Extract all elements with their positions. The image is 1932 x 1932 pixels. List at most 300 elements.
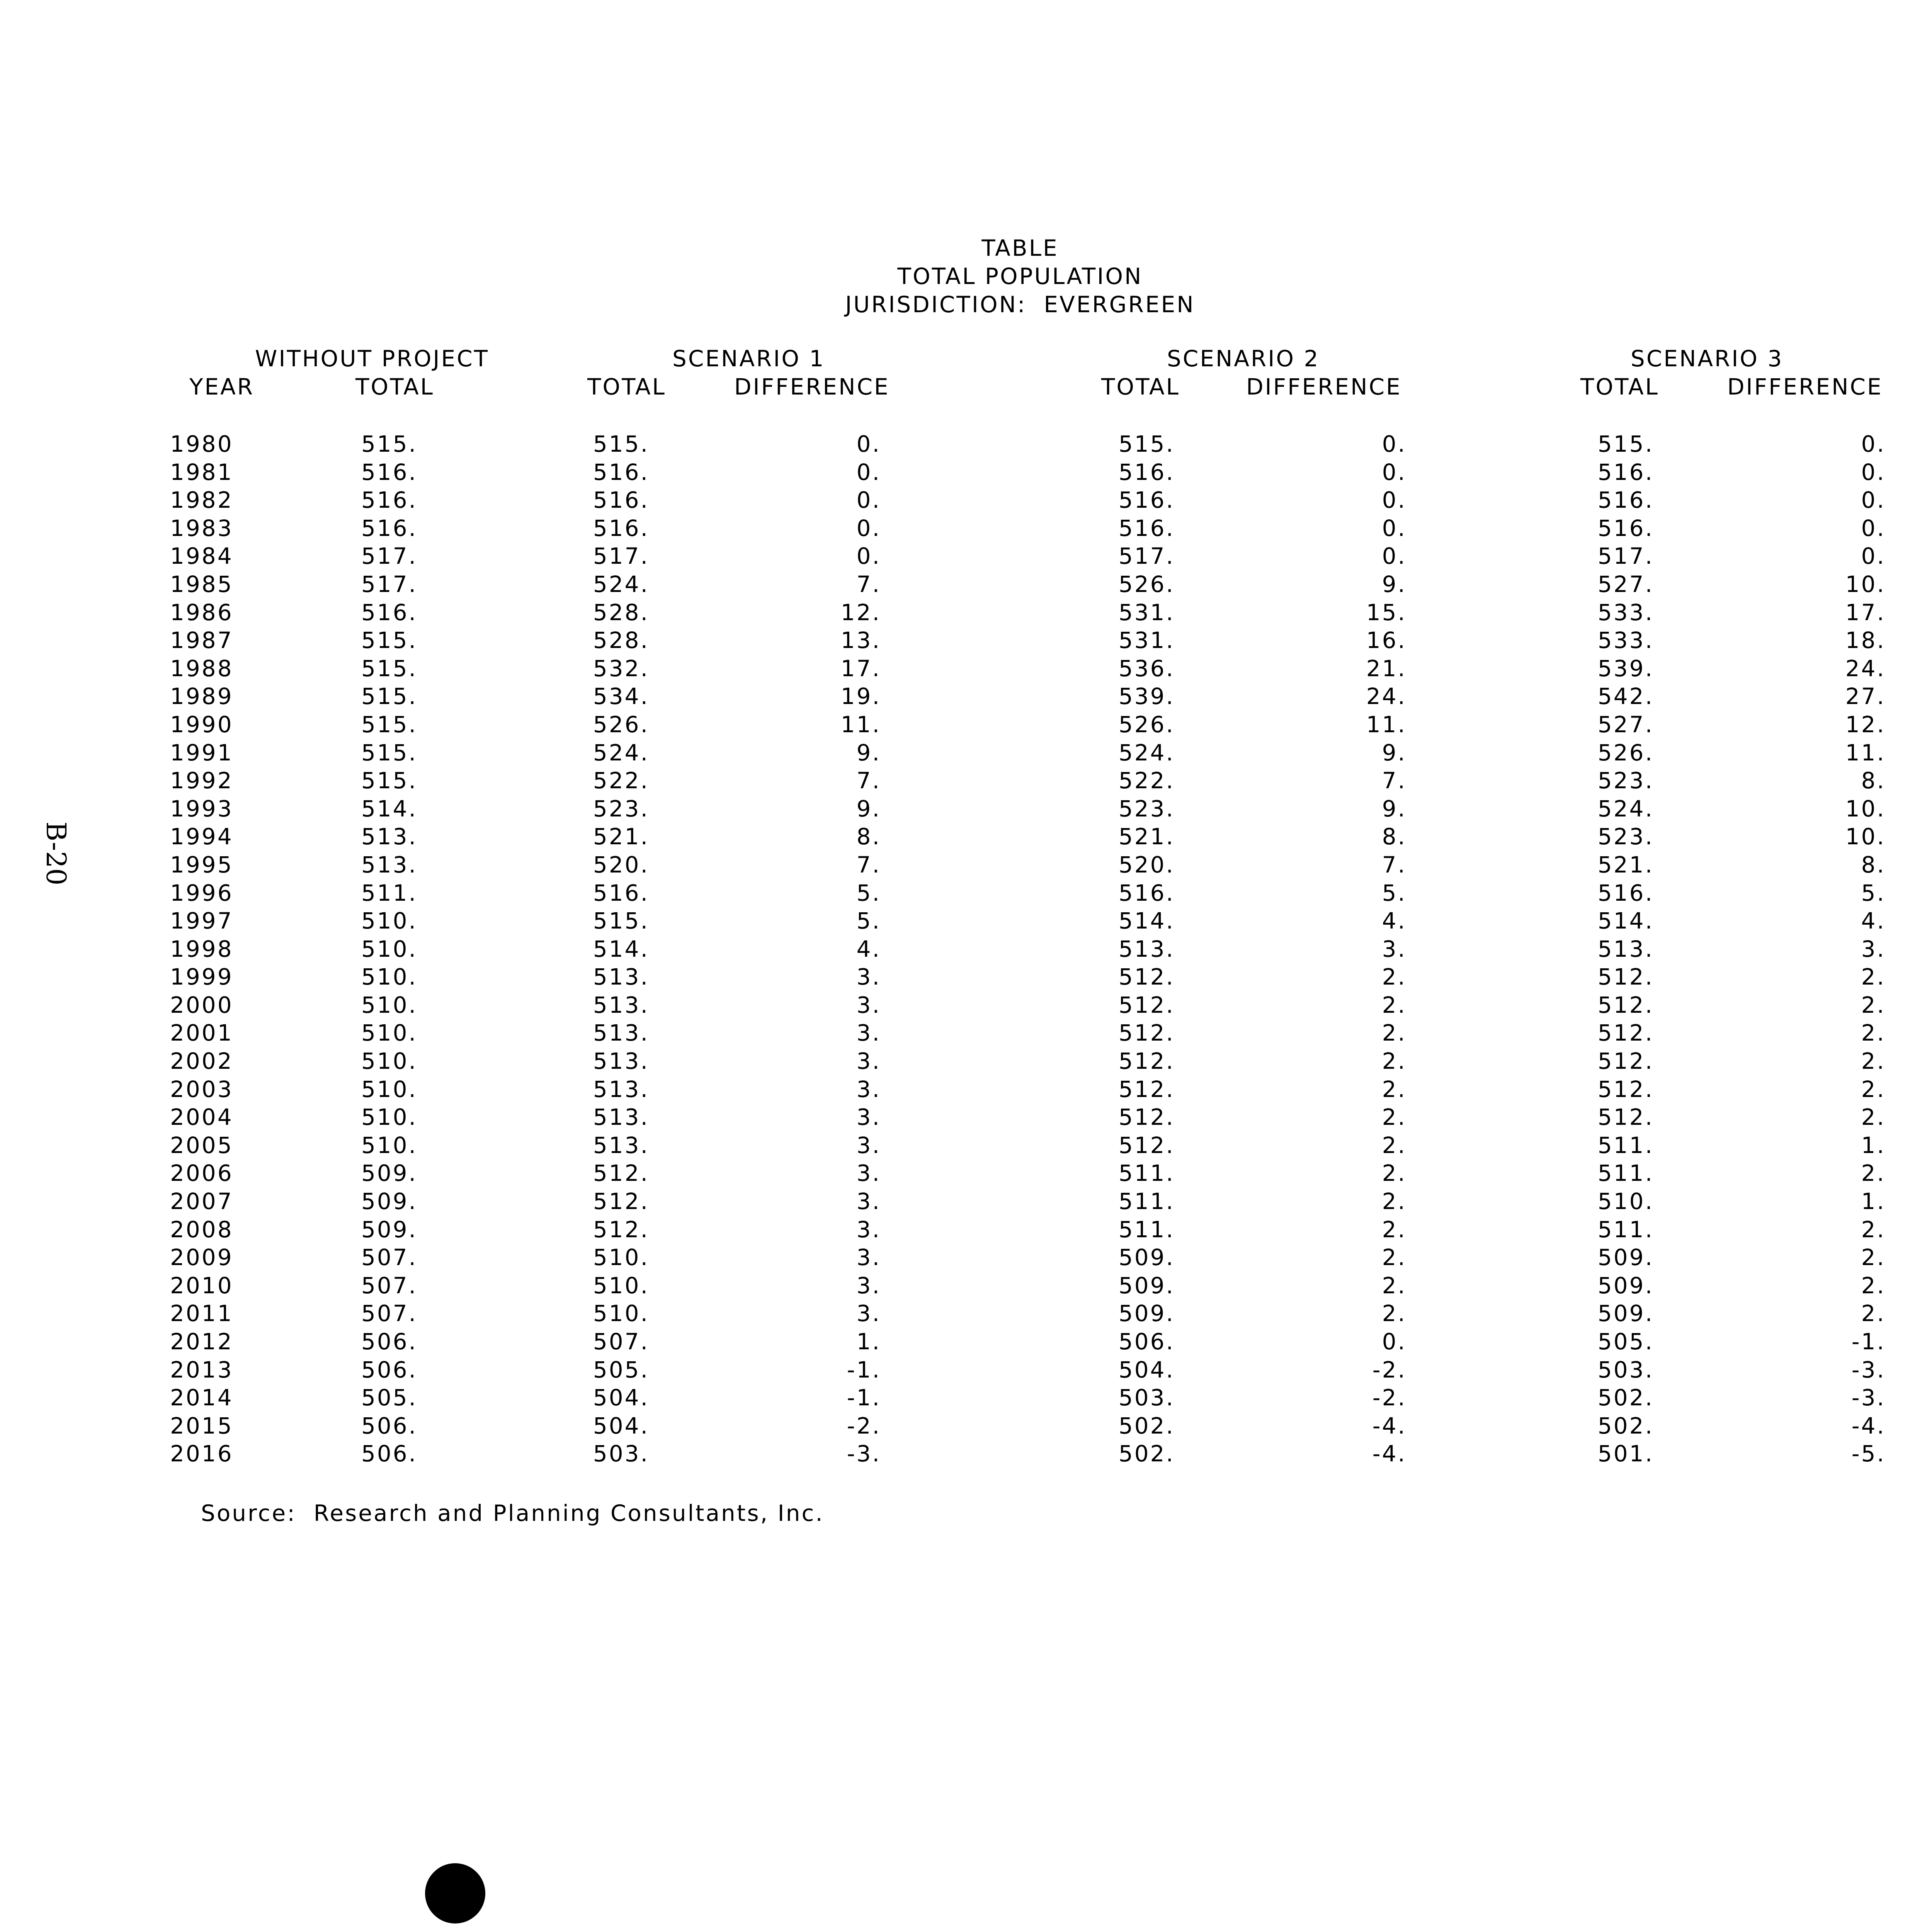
table-row	[170, 1159, 1886, 1187]
cell-without-total: 517.	[361, 571, 417, 597]
cell-s1-difference: 1.	[856, 1328, 881, 1355]
cell-s2-difference: 15.	[1366, 599, 1406, 626]
cell-s1-difference: 3.	[856, 1160, 881, 1187]
table-row	[170, 458, 1886, 486]
cell-s3-total: 514.	[1597, 908, 1654, 934]
table-row	[170, 935, 1886, 963]
cell-s1-total: 503.	[593, 1440, 649, 1467]
cell-without-total: 517.	[361, 543, 417, 570]
table-row	[170, 991, 1886, 1019]
cell-s2-total: 512.	[1118, 1076, 1175, 1102]
cell-s1-difference: 3.	[856, 1020, 881, 1046]
cell-s1-difference: 5.	[856, 879, 881, 906]
cell-s2-difference: 3.	[1382, 935, 1406, 962]
cell-s1-total: 512.	[593, 1188, 649, 1215]
cell-year: 2009	[170, 1244, 233, 1271]
cell-s3-difference: 4.	[1861, 908, 1886, 934]
cell-s3-difference: 2.	[1861, 1048, 1886, 1075]
table-row	[170, 599, 1886, 627]
title-line-1: TABLE	[981, 235, 1059, 261]
cell-without-total: 511.	[361, 879, 417, 906]
cell-without-total: 515.	[361, 655, 417, 682]
cell-s3-total: 512.	[1597, 964, 1654, 990]
cell-s1-difference: 3.	[856, 992, 881, 1018]
cell-year: 1981	[170, 459, 233, 485]
cell-s2-difference: 0.	[1382, 515, 1406, 541]
table-row	[170, 486, 1886, 514]
group-header-scenario-2: SCENARIO 2	[1167, 345, 1320, 372]
cell-s1-total: 524.	[593, 571, 649, 597]
cell-s2-difference: 0.	[1382, 459, 1406, 485]
cell-s1-difference: 3.	[856, 1132, 881, 1158]
cell-s3-difference: 0.	[1861, 487, 1886, 514]
cell-s1-total: 534.	[593, 683, 649, 710]
cell-s1-difference: 13.	[840, 627, 881, 654]
group-header-scenario-1: SCENARIO 1	[672, 345, 825, 372]
cell-s3-difference: 2.	[1861, 964, 1886, 990]
cell-s3-total: 512.	[1597, 1104, 1654, 1131]
cell-s3-total: 516.	[1597, 487, 1654, 514]
cell-s1-difference: -3.	[847, 1440, 881, 1467]
cell-s2-difference: 2.	[1382, 992, 1406, 1018]
cell-s1-difference: 7.	[856, 851, 881, 878]
cell-s1-total: 515.	[593, 431, 649, 457]
cell-s1-difference: 4.	[856, 935, 881, 962]
cell-s3-difference: 2.	[1861, 1076, 1886, 1102]
table-row	[170, 626, 1886, 655]
cell-s1-difference: 3.	[856, 1272, 881, 1299]
cell-year: 2004	[170, 1104, 233, 1131]
column-header-s2-difference: DIFFERENCE	[1246, 374, 1402, 400]
column-header-s3-difference: DIFFERENCE	[1727, 374, 1883, 400]
cell-s1-total: 516.	[593, 487, 649, 514]
cell-s3-total: 539.	[1597, 655, 1654, 682]
cell-s3-total: 515.	[1597, 431, 1654, 457]
cell-s3-difference: 3.	[1861, 935, 1886, 962]
source-note: Source: Research and Planning Consultants, Inc.	[201, 1500, 824, 1526]
column-header-s1-difference: DIFFERENCE	[734, 374, 890, 400]
column-header-s2-total: TOTAL	[1101, 374, 1180, 400]
cell-s1-total: 513.	[593, 1076, 649, 1102]
cell-s2-total: 502.	[1118, 1412, 1175, 1439]
cell-s1-total: 512.	[593, 1160, 649, 1187]
cell-s2-difference: 2.	[1382, 1244, 1406, 1271]
table-row	[170, 1216, 1886, 1244]
cell-s3-difference: 12.	[1845, 711, 1886, 738]
cell-s2-difference: 11.	[1366, 711, 1406, 738]
cell-s2-difference: -2.	[1372, 1384, 1406, 1411]
cell-s3-total: 510.	[1597, 1188, 1654, 1215]
table-row	[170, 879, 1886, 907]
cell-s1-difference: 9.	[856, 739, 881, 766]
cell-without-total: 515.	[361, 767, 417, 794]
cell-s3-difference: 24.	[1845, 655, 1886, 682]
cell-s3-difference: 1.	[1861, 1188, 1886, 1215]
cell-s2-total: 526.	[1118, 711, 1175, 738]
cell-without-total: 507.	[361, 1300, 417, 1327]
cell-s3-difference: 2.	[1861, 1300, 1886, 1327]
cell-s1-total: 516.	[593, 515, 649, 541]
cell-s1-total: 510.	[593, 1272, 649, 1299]
cell-s2-difference: 7.	[1382, 851, 1406, 878]
cell-s2-total: 502.	[1118, 1440, 1175, 1467]
cell-without-total: 509.	[361, 1216, 417, 1243]
cell-s2-total: 512.	[1118, 964, 1175, 990]
cell-s3-total: 542.	[1597, 683, 1654, 710]
cell-year: 2013	[170, 1356, 233, 1383]
cell-without-total: 510.	[361, 1048, 417, 1075]
cell-s2-total: 513.	[1118, 935, 1175, 962]
column-header-s1-total: TOTAL	[587, 374, 666, 400]
cell-s3-total: 526.	[1597, 739, 1654, 766]
cell-s2-difference: 24.	[1366, 683, 1406, 710]
cell-s1-total: 517.	[593, 543, 649, 570]
cell-s2-total: 512.	[1118, 1132, 1175, 1158]
cell-s3-difference: 18.	[1845, 627, 1886, 654]
cell-year: 2008	[170, 1216, 233, 1243]
cell-s1-total: 520.	[593, 851, 649, 878]
cell-s2-total: 531.	[1118, 599, 1175, 626]
cell-s3-difference: 0.	[1861, 459, 1886, 485]
cell-s3-total: 505.	[1597, 1328, 1654, 1355]
cell-s3-difference: 10.	[1845, 823, 1886, 850]
cell-s1-difference: 0.	[856, 487, 881, 514]
cell-s3-total: 512.	[1597, 1076, 1654, 1102]
cell-s3-total: 509.	[1597, 1300, 1654, 1327]
cell-s2-difference: 5.	[1382, 879, 1406, 906]
cell-without-total: 507.	[361, 1244, 417, 1271]
cell-s3-difference: 11.	[1845, 739, 1886, 766]
cell-s1-difference: 3.	[856, 1216, 881, 1243]
cell-s2-difference: 2.	[1382, 964, 1406, 990]
cell-s2-total: 516.	[1118, 515, 1175, 541]
cell-s2-difference: -2.	[1372, 1356, 1406, 1383]
cell-s3-difference: 10.	[1845, 571, 1886, 597]
cell-s3-difference: 8.	[1861, 851, 1886, 878]
cell-s1-difference: 3.	[856, 1188, 881, 1215]
cell-s3-difference: 2.	[1861, 1272, 1886, 1299]
group-header-scenario-3: SCENARIO 3	[1631, 345, 1784, 372]
table-row	[170, 1103, 1886, 1131]
cell-s3-total: 503.	[1597, 1356, 1654, 1383]
cell-year: 1983	[170, 515, 233, 541]
cell-s3-total: 516.	[1597, 515, 1654, 541]
table-row	[170, 655, 1886, 683]
cell-s1-total: 528.	[593, 627, 649, 654]
cell-s2-difference: 2.	[1382, 1048, 1406, 1075]
cell-s2-total: 517.	[1118, 543, 1175, 570]
cell-year: 2010	[170, 1272, 233, 1299]
cell-s2-total: 522.	[1118, 767, 1175, 794]
cell-s3-difference: 0.	[1861, 515, 1886, 541]
cell-without-total: 506.	[361, 1328, 417, 1355]
cell-year: 1987	[170, 627, 233, 654]
cell-s2-total: 511.	[1118, 1188, 1175, 1215]
cell-without-total: 509.	[361, 1160, 417, 1187]
cell-year: 1993	[170, 795, 233, 822]
table-row	[170, 1187, 1886, 1216]
cell-s1-total: 516.	[593, 879, 649, 906]
cell-s1-difference: 11.	[840, 711, 881, 738]
cell-s3-total: 516.	[1597, 879, 1654, 906]
cell-s1-difference: 0.	[856, 459, 881, 485]
cell-s3-difference: 5.	[1861, 879, 1886, 906]
cell-s1-total: 514.	[593, 935, 649, 962]
cell-s2-difference: 2.	[1382, 1020, 1406, 1046]
title-line-2: TOTAL POPULATION	[897, 263, 1143, 289]
cell-s3-total: 521.	[1597, 851, 1654, 878]
cell-s2-total: 520.	[1118, 851, 1175, 878]
cell-s3-difference: 1.	[1861, 1132, 1886, 1158]
cell-s2-total: 511.	[1118, 1160, 1175, 1187]
cell-year: 2011	[170, 1300, 233, 1327]
punch-hole-left	[425, 1863, 485, 1923]
cell-s1-difference: 3.	[856, 964, 881, 990]
cell-s2-total: 531.	[1118, 627, 1175, 654]
cell-s1-total: 532.	[593, 655, 649, 682]
cell-s1-total: 505.	[593, 1356, 649, 1383]
cell-year: 1992	[170, 767, 233, 794]
cell-s3-total: 511.	[1597, 1132, 1654, 1158]
cell-s3-total: 533.	[1597, 599, 1654, 626]
cell-s2-difference: 21.	[1366, 655, 1406, 682]
cell-s2-total: 512.	[1118, 1104, 1175, 1131]
cell-s1-total: 524.	[593, 739, 649, 766]
cell-s2-difference: 2.	[1382, 1076, 1406, 1102]
cell-s1-difference: -1.	[847, 1384, 881, 1411]
cell-without-total: 513.	[361, 851, 417, 878]
cell-without-total: 506.	[361, 1412, 417, 1439]
table-title	[0, 234, 1932, 319]
cell-s1-difference: 12.	[840, 599, 881, 626]
table-row	[170, 430, 1886, 458]
cell-s2-difference: 2.	[1382, 1272, 1406, 1299]
table-row	[170, 1328, 1886, 1356]
cell-s1-difference: 5.	[856, 908, 881, 934]
cell-year: 2007	[170, 1188, 233, 1215]
cell-s1-total: 510.	[593, 1244, 649, 1271]
cell-s2-difference: 2.	[1382, 1216, 1406, 1243]
cell-without-total: 516.	[361, 487, 417, 514]
cell-s1-total: 513.	[593, 964, 649, 990]
cell-s2-total: 514.	[1118, 908, 1175, 934]
cell-s3-total: 527.	[1597, 711, 1654, 738]
table-row	[170, 514, 1886, 543]
cell-without-total: 509.	[361, 1188, 417, 1215]
table-row	[170, 570, 1886, 599]
cell-s2-total: 539.	[1118, 683, 1175, 710]
cell-s2-difference: 0.	[1382, 431, 1406, 457]
table-row	[170, 767, 1886, 795]
cell-s3-total: 533.	[1597, 627, 1654, 654]
cell-year: 2012	[170, 1328, 233, 1355]
cell-s2-difference: 9.	[1382, 739, 1406, 766]
cell-s2-difference: 0.	[1382, 487, 1406, 514]
title-line-3: JURISDICTION: EVERGREEN	[845, 291, 1195, 318]
cell-s1-total: 504.	[593, 1384, 649, 1411]
cell-without-total: 506.	[361, 1356, 417, 1383]
cell-s1-total: 513.	[593, 1048, 649, 1075]
cell-year: 1985	[170, 571, 233, 597]
cell-year: 2001	[170, 1020, 233, 1046]
cell-without-total: 505.	[361, 1384, 417, 1411]
cell-s2-total: 516.	[1118, 487, 1175, 514]
cell-year: 2016	[170, 1440, 233, 1467]
cell-without-total: 510.	[361, 964, 417, 990]
cell-s3-total: 502.	[1597, 1384, 1654, 1411]
table-row	[170, 1075, 1886, 1104]
cell-s3-difference: 0.	[1861, 431, 1886, 457]
cell-year: 1994	[170, 823, 233, 850]
cell-s3-total: 509.	[1597, 1244, 1654, 1271]
table-row	[170, 907, 1886, 935]
cell-s1-difference: 3.	[856, 1076, 881, 1102]
cell-s1-difference: 0.	[856, 515, 881, 541]
cell-s1-total: 513.	[593, 1104, 649, 1131]
table-row	[170, 1356, 1886, 1384]
cell-s1-total: 522.	[593, 767, 649, 794]
cell-s3-total: 511.	[1597, 1160, 1654, 1187]
cell-s2-total: 504.	[1118, 1356, 1175, 1383]
cell-s1-difference: 19.	[840, 683, 881, 710]
cell-year: 1999	[170, 964, 233, 990]
cell-s2-total: 516.	[1118, 879, 1175, 906]
cell-without-total: 515.	[361, 627, 417, 654]
cell-s2-total: 511.	[1118, 1216, 1175, 1243]
cell-s3-total: 517.	[1597, 543, 1654, 570]
cell-s3-difference: 2.	[1861, 1244, 1886, 1271]
table-row	[170, 739, 1886, 767]
cell-s3-total: 512.	[1597, 992, 1654, 1018]
cell-s2-difference: 9.	[1382, 571, 1406, 597]
cell-year: 2015	[170, 1412, 233, 1439]
cell-s3-total: 502.	[1597, 1412, 1654, 1439]
column-header-year: YEAR	[189, 374, 255, 400]
table-row	[170, 1412, 1886, 1440]
cell-s1-total: 512.	[593, 1216, 649, 1243]
cell-year: 1997	[170, 908, 233, 934]
cell-s1-difference: 3.	[856, 1244, 881, 1271]
cell-s3-difference: -4.	[1851, 1412, 1886, 1439]
cell-s2-difference: 2.	[1382, 1300, 1406, 1327]
table-row	[170, 823, 1886, 851]
cell-s3-difference: 8.	[1861, 767, 1886, 794]
cell-s1-difference: 7.	[856, 571, 881, 597]
cell-s3-difference: -1.	[1851, 1328, 1886, 1355]
page-number: B-20	[40, 821, 72, 886]
cell-s1-total: 513.	[593, 992, 649, 1018]
cell-without-total: 510.	[361, 908, 417, 934]
table-row	[170, 795, 1886, 823]
cell-year: 1995	[170, 851, 233, 878]
table-row	[170, 1440, 1886, 1468]
cell-s2-total: 523.	[1118, 795, 1175, 822]
column-header-without-total: TOTAL	[355, 374, 434, 400]
cell-s3-total: 512.	[1597, 1020, 1654, 1046]
cell-s3-total: 511.	[1597, 1216, 1654, 1243]
cell-s1-difference: 0.	[856, 431, 881, 457]
cell-s2-difference: -4.	[1372, 1440, 1406, 1467]
cell-s2-total: 506.	[1118, 1328, 1175, 1355]
cell-year: 1996	[170, 879, 233, 906]
cell-s3-difference: 2.	[1861, 1104, 1886, 1131]
cell-s1-difference: -2.	[847, 1412, 881, 1439]
cell-s1-total: 528.	[593, 599, 649, 626]
cell-s3-difference: -3.	[1851, 1384, 1886, 1411]
cell-s3-total: 524.	[1597, 795, 1654, 822]
cell-without-total: 510.	[361, 1104, 417, 1131]
cell-s3-total: 509.	[1597, 1272, 1654, 1299]
cell-s2-difference: 0.	[1382, 1328, 1406, 1355]
cell-year: 1991	[170, 739, 233, 766]
cell-without-total: 510.	[361, 1020, 417, 1046]
cell-without-total: 510.	[361, 1076, 417, 1102]
cell-without-total: 510.	[361, 992, 417, 1018]
table-row	[170, 1384, 1886, 1412]
cell-s2-difference: 9.	[1382, 795, 1406, 822]
cell-s3-difference: 2.	[1861, 992, 1886, 1018]
cell-without-total: 510.	[361, 1132, 417, 1158]
cell-without-total: 507.	[361, 1272, 417, 1299]
cell-s2-total: 516.	[1118, 459, 1175, 485]
cell-s2-total: 536.	[1118, 655, 1175, 682]
cell-s1-difference: 0.	[856, 543, 881, 570]
cell-year: 2000	[170, 992, 233, 1018]
table-row	[170, 1131, 1886, 1160]
table-row	[170, 1243, 1886, 1272]
group-header-without-project: WITHOUT PROJECT	[255, 345, 490, 372]
cell-s1-difference: 3.	[856, 1104, 881, 1131]
column-header-s3-total: TOTAL	[1580, 374, 1659, 400]
cell-s1-difference: 3.	[856, 1300, 881, 1327]
cell-s3-difference: 2.	[1861, 1216, 1886, 1243]
cell-s2-total: 512.	[1118, 1048, 1175, 1075]
table-row	[170, 1047, 1886, 1075]
cell-s1-total: 504.	[593, 1412, 649, 1439]
cell-year: 1989	[170, 683, 233, 710]
cell-s1-difference: 17.	[840, 655, 881, 682]
cell-without-total: 515.	[361, 711, 417, 738]
cell-without-total: 506.	[361, 1440, 417, 1467]
cell-without-total: 515.	[361, 739, 417, 766]
cell-s1-total: 507.	[593, 1328, 649, 1355]
cell-s2-total: 509.	[1118, 1272, 1175, 1299]
cell-without-total: 514.	[361, 795, 417, 822]
cell-s3-difference: -5.	[1851, 1440, 1886, 1467]
cell-without-total: 515.	[361, 431, 417, 457]
cell-s2-total: 526.	[1118, 571, 1175, 597]
cell-s2-difference: 2.	[1382, 1188, 1406, 1215]
cell-without-total: 515.	[361, 683, 417, 710]
cell-s3-difference: 10.	[1845, 795, 1886, 822]
cell-year: 2006	[170, 1160, 233, 1187]
cell-s2-total: 509.	[1118, 1244, 1175, 1271]
cell-s1-difference: -1.	[847, 1356, 881, 1383]
cell-s1-total: 510.	[593, 1300, 649, 1327]
cell-s2-difference: 2.	[1382, 1104, 1406, 1131]
cell-s2-difference: 2.	[1382, 1132, 1406, 1158]
cell-s1-total: 516.	[593, 459, 649, 485]
cell-s2-total: 503.	[1118, 1384, 1175, 1411]
cell-year: 1988	[170, 655, 233, 682]
cell-year: 2005	[170, 1132, 233, 1158]
cell-s1-total: 521.	[593, 823, 649, 850]
cell-without-total: 510.	[361, 935, 417, 962]
table-row	[170, 1272, 1886, 1300]
cell-year: 1998	[170, 935, 233, 962]
table-row	[170, 542, 1886, 570]
cell-s2-total: 515.	[1118, 431, 1175, 457]
